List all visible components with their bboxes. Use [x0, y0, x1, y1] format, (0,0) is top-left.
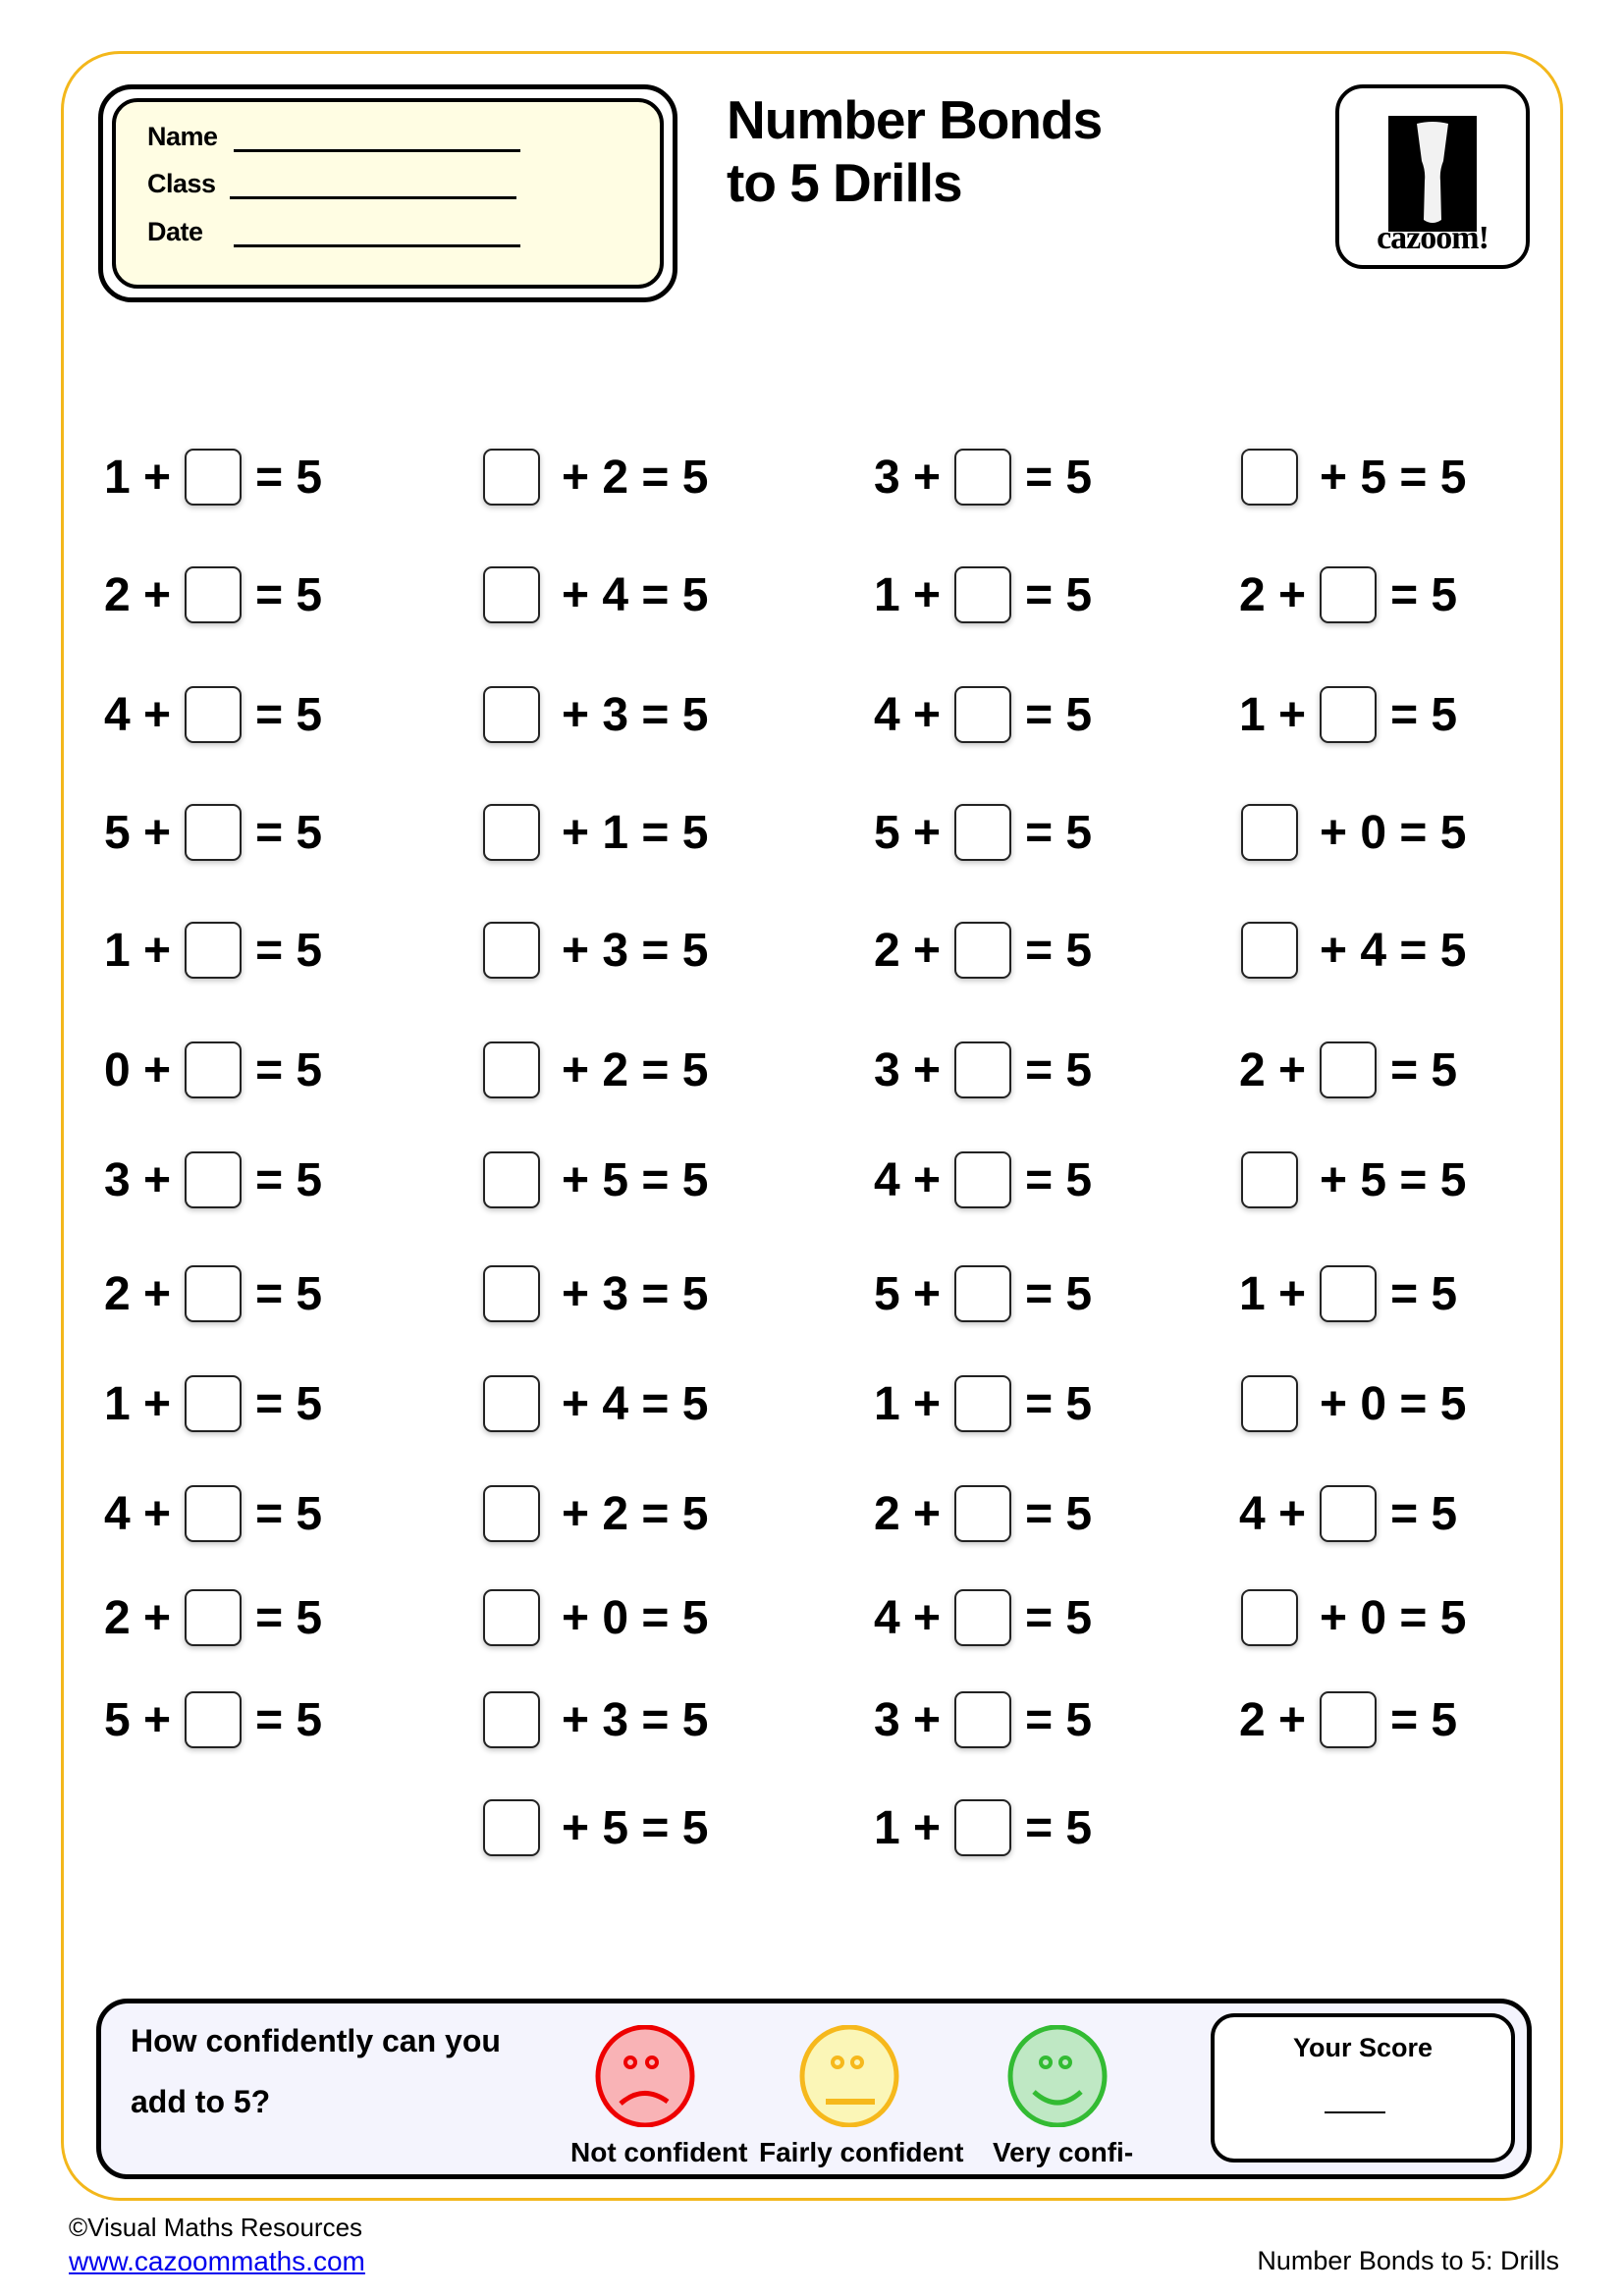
problem-right: + 2 = 5 — [562, 1487, 709, 1540]
problem-right: + 4 = 5 — [1320, 924, 1467, 977]
answer-box[interactable] — [483, 1041, 540, 1098]
problem-left: 1 + — [874, 1801, 942, 1854]
problem-left: 2 + — [874, 924, 942, 977]
problem-right: + 5 = 5 — [562, 1801, 709, 1854]
date-line[interactable] — [234, 223, 520, 247]
problem-right: = 5 — [1025, 1801, 1093, 1854]
problem-item — [104, 1588, 322, 1647]
answer-box[interactable] — [185, 686, 242, 743]
answer-box[interactable] — [954, 1375, 1011, 1432]
problem-right: = 5 — [1025, 924, 1093, 977]
problem-item — [483, 1041, 708, 1099]
problem-left: 1 + — [104, 451, 172, 504]
problem-item — [483, 1484, 708, 1543]
problem-right: = 5 — [1025, 1591, 1093, 1644]
problem-item — [483, 1690, 708, 1749]
problem-item — [483, 803, 708, 862]
problem-item — [104, 448, 322, 507]
problem-right: + 1 = 5 — [562, 806, 709, 859]
problem-item — [874, 685, 1092, 744]
problem-left: 3 + — [874, 1043, 942, 1096]
problem-left: 1 + — [104, 1377, 172, 1430]
problem-right: = 5 — [255, 688, 323, 741]
problem-left: 2 + — [1239, 568, 1307, 621]
problem-right: = 5 — [1025, 1043, 1093, 1096]
answer-box[interactable] — [1320, 1691, 1377, 1748]
problem-left: 3 + — [874, 1693, 942, 1746]
problem-item — [483, 1150, 708, 1209]
answer-box[interactable] — [954, 1151, 1011, 1208]
problem-item — [1239, 1041, 1457, 1099]
problem-item — [1241, 1374, 1466, 1433]
problem-left: 2 + — [104, 1267, 172, 1320]
problem-left: 4 + — [874, 1591, 942, 1644]
answer-box[interactable] — [185, 1151, 242, 1208]
problem-right: = 5 — [255, 1377, 323, 1430]
confidence-panel — [96, 1999, 1532, 2179]
problem-left: 1 + — [874, 1377, 942, 1430]
answer-box[interactable] — [1241, 1589, 1298, 1646]
answer-box[interactable] — [185, 566, 242, 623]
problem-right: = 5 — [1025, 688, 1093, 741]
problem-right: = 5 — [255, 1153, 323, 1206]
answer-box[interactable] — [954, 1041, 1011, 1098]
problem-left: 5 + — [104, 806, 172, 859]
answer-box[interactable] — [483, 1265, 540, 1322]
problem-item — [104, 1264, 322, 1323]
not-confident-label: Not confident — [570, 2137, 748, 2167]
document-title-footer: Number Bonds to 5: Drills — [1257, 2246, 1559, 2275]
answer-box[interactable] — [954, 804, 1011, 861]
problem-left: 4 + — [874, 1153, 942, 1206]
fairly-confident-label: Fairly confident — [759, 2137, 964, 2167]
problem-left: 1 + — [1239, 688, 1307, 741]
problem-right: + 4 = 5 — [562, 568, 709, 621]
problem-item — [104, 803, 322, 862]
class-label: Class — [147, 169, 216, 198]
answer-box[interactable] — [185, 1375, 242, 1432]
page-title: Number Bonds to 5 Drills — [727, 89, 1103, 213]
answer-box[interactable] — [185, 1265, 242, 1322]
problem-right: = 5 — [1390, 1043, 1458, 1096]
problem-right: = 5 — [1390, 1693, 1458, 1746]
problem-item — [874, 803, 1092, 862]
answer-box[interactable] — [483, 1799, 540, 1856]
answer-box[interactable] — [1320, 566, 1377, 623]
problem-left: 4 + — [104, 688, 172, 741]
problem-item — [483, 1264, 708, 1323]
problem-item — [1239, 1264, 1457, 1323]
problem-item — [483, 565, 708, 624]
cazoom-logo — [1335, 84, 1530, 269]
answer-box[interactable] — [954, 1265, 1011, 1322]
problem-item — [874, 1150, 1092, 1209]
problem-item — [483, 1374, 708, 1433]
answer-box[interactable] — [483, 922, 540, 979]
problem-item — [1241, 921, 1466, 980]
confidence-question-line2: add to 5? — [131, 2084, 271, 2119]
problem-right: = 5 — [1025, 1693, 1093, 1746]
problem-item — [874, 921, 1092, 980]
answer-box[interactable] — [954, 686, 1011, 743]
problem-right: + 3 = 5 — [562, 1267, 709, 1320]
problem-item — [1241, 1150, 1466, 1209]
very-confident-label: Very confi- — [993, 2137, 1134, 2167]
answer-box[interactable] — [483, 1485, 540, 1542]
problem-left: 1 + — [874, 568, 942, 621]
name-field[interactable] — [147, 122, 520, 152]
name-line[interactable] — [234, 128, 520, 152]
problem-item — [1239, 1484, 1457, 1543]
problem-right: = 5 — [255, 924, 323, 977]
problem-item — [104, 685, 322, 744]
neutral-face-icon[interactable] — [798, 2025, 900, 2127]
score-title: Your Score — [1292, 2033, 1434, 2062]
problem-right: + 2 = 5 — [562, 1043, 709, 1096]
answer-box[interactable] — [185, 1485, 242, 1542]
problem-left: 1 + — [104, 924, 172, 977]
answer-box[interactable] — [185, 1691, 242, 1748]
problem-right: = 5 — [1390, 688, 1458, 741]
problem-right: = 5 — [255, 1693, 323, 1746]
answer-box[interactable] — [1320, 1485, 1377, 1542]
happy-face-icon[interactable] — [1006, 2025, 1109, 2127]
answer-box[interactable] — [1320, 1041, 1377, 1098]
problem-left: 2 + — [104, 568, 172, 621]
answer-box[interactable] — [185, 804, 242, 861]
sad-face-icon[interactable] — [594, 2025, 696, 2127]
problem-item — [483, 1588, 708, 1647]
problem-left: 4 + — [104, 1487, 172, 1540]
problem-right: = 5 — [255, 568, 323, 621]
problem-right: + 0 = 5 — [1320, 1377, 1467, 1430]
date-field[interactable] — [147, 217, 520, 247]
answer-box[interactable] — [1241, 922, 1298, 979]
drum-icon — [1414, 122, 1451, 226]
problem-left: 5 + — [104, 1693, 172, 1746]
answer-box[interactable] — [483, 1691, 540, 1748]
problem-right: = 5 — [1390, 1487, 1458, 1540]
answer-box[interactable] — [954, 566, 1011, 623]
problem-right: = 5 — [255, 1591, 323, 1644]
problem-left: 4 + — [1239, 1487, 1307, 1540]
date-label: Date — [147, 217, 203, 246]
problem-item — [874, 1798, 1092, 1857]
problem-right: + 5 = 5 — [1320, 451, 1467, 504]
problem-right: = 5 — [1025, 1153, 1093, 1206]
problem-item — [104, 1690, 322, 1749]
problem-right: = 5 — [1025, 568, 1093, 621]
problem-item — [483, 1798, 708, 1857]
problem-item — [874, 565, 1092, 624]
class-line[interactable] — [230, 175, 516, 199]
problem-left: 2 + — [1239, 1693, 1307, 1746]
answer-box[interactable] — [1241, 1375, 1298, 1432]
answer-box[interactable] — [954, 922, 1011, 979]
problem-right: + 2 = 5 — [562, 451, 709, 504]
problem-right: = 5 — [1025, 1377, 1093, 1430]
problem-right: + 0 = 5 — [562, 1591, 709, 1644]
problem-right: = 5 — [1025, 1267, 1093, 1320]
problem-right: + 5 = 5 — [1320, 1153, 1467, 1206]
problem-item — [483, 921, 708, 980]
problem-item — [104, 1041, 322, 1099]
answer-box[interactable] — [954, 1485, 1011, 1542]
problem-right: = 5 — [255, 451, 323, 504]
problem-right: + 5 = 5 — [562, 1153, 709, 1206]
problem-right: = 5 — [1025, 806, 1093, 859]
problem-item — [483, 448, 708, 507]
problem-item — [1241, 1588, 1466, 1647]
answer-box[interactable] — [185, 1589, 242, 1646]
problem-item — [1241, 448, 1466, 507]
answer-box[interactable] — [483, 804, 540, 861]
problem-right: = 5 — [1025, 451, 1093, 504]
problem-item — [104, 1484, 322, 1543]
problem-right: = 5 — [255, 1267, 323, 1320]
answer-box[interactable] — [483, 1151, 540, 1208]
problem-right: = 5 — [255, 806, 323, 859]
website-link[interactable]: www.cazoommaths.com — [69, 2246, 365, 2276]
problem-item — [1241, 803, 1466, 862]
problem-item — [874, 1264, 1092, 1323]
problem-left: 2 + — [874, 1487, 942, 1540]
score-line[interactable] — [1325, 2111, 1385, 2113]
answer-box[interactable] — [954, 1799, 1011, 1856]
problem-right: + 4 = 5 — [562, 1377, 709, 1430]
problem-left: 1 + — [1239, 1267, 1307, 1320]
problem-item — [874, 1374, 1092, 1433]
answer-box[interactable] — [954, 1589, 1011, 1646]
problem-right: + 0 = 5 — [1320, 1591, 1467, 1644]
answer-box[interactable] — [1320, 1265, 1377, 1322]
problem-right: = 5 — [255, 1043, 323, 1096]
problem-item — [874, 1484, 1092, 1543]
answer-box[interactable] — [483, 449, 540, 506]
answer-box[interactable] — [185, 449, 242, 506]
problem-item — [104, 921, 322, 980]
problem-right: + 0 = 5 — [1320, 806, 1467, 859]
answer-box[interactable] — [483, 1375, 540, 1432]
problem-left: 0 + — [104, 1043, 172, 1096]
page-border — [61, 51, 1563, 2201]
answer-box[interactable] — [483, 1589, 540, 1646]
problem-right: + 3 = 5 — [562, 1693, 709, 1746]
problem-left: 5 + — [874, 1267, 942, 1320]
problem-item — [104, 1150, 322, 1209]
problem-left: 4 + — [874, 688, 942, 741]
answer-box[interactable] — [1241, 1151, 1298, 1208]
answer-box[interactable] — [185, 1041, 242, 1098]
answer-box[interactable] — [1241, 449, 1298, 506]
score-box[interactable] — [1211, 2013, 1515, 2163]
name-label: Name — [147, 122, 218, 151]
problem-item — [1239, 565, 1457, 624]
problem-right: = 5 — [1025, 1487, 1093, 1540]
student-details-box — [98, 84, 677, 302]
answer-box[interactable] — [954, 449, 1011, 506]
copyright-text: ©Visual Maths Resources — [69, 2213, 363, 2242]
answer-box[interactable] — [483, 566, 540, 623]
problem-left: 3 + — [874, 451, 942, 504]
answer-box[interactable] — [1241, 804, 1298, 861]
problem-item — [104, 1374, 322, 1433]
problem-left: 2 + — [104, 1591, 172, 1644]
problem-item — [483, 685, 708, 744]
problem-right: = 5 — [1390, 1267, 1458, 1320]
answer-box[interactable] — [483, 686, 540, 743]
problem-item — [874, 1690, 1092, 1749]
problem-right: + 3 = 5 — [562, 924, 709, 977]
confidence-question-line1: How confidently can you — [131, 2023, 501, 2058]
problem-item — [104, 565, 322, 624]
problem-item — [1239, 685, 1457, 744]
answer-box[interactable] — [185, 922, 242, 979]
answer-box[interactable] — [954, 1691, 1011, 1748]
class-field[interactable] — [147, 169, 516, 199]
problem-right: + 3 = 5 — [562, 688, 709, 741]
problem-item — [874, 1588, 1092, 1647]
logo-text: cazoom! — [1377, 220, 1489, 256]
problem-item — [874, 448, 1092, 507]
problem-right: = 5 — [255, 1487, 323, 1540]
problem-item — [1239, 1690, 1457, 1749]
problem-left: 3 + — [104, 1153, 172, 1206]
answer-box[interactable] — [1320, 686, 1377, 743]
problem-left: 2 + — [1239, 1043, 1307, 1096]
problem-left: 5 + — [874, 806, 942, 859]
problem-right: = 5 — [1390, 568, 1458, 621]
problem-item — [874, 1041, 1092, 1099]
